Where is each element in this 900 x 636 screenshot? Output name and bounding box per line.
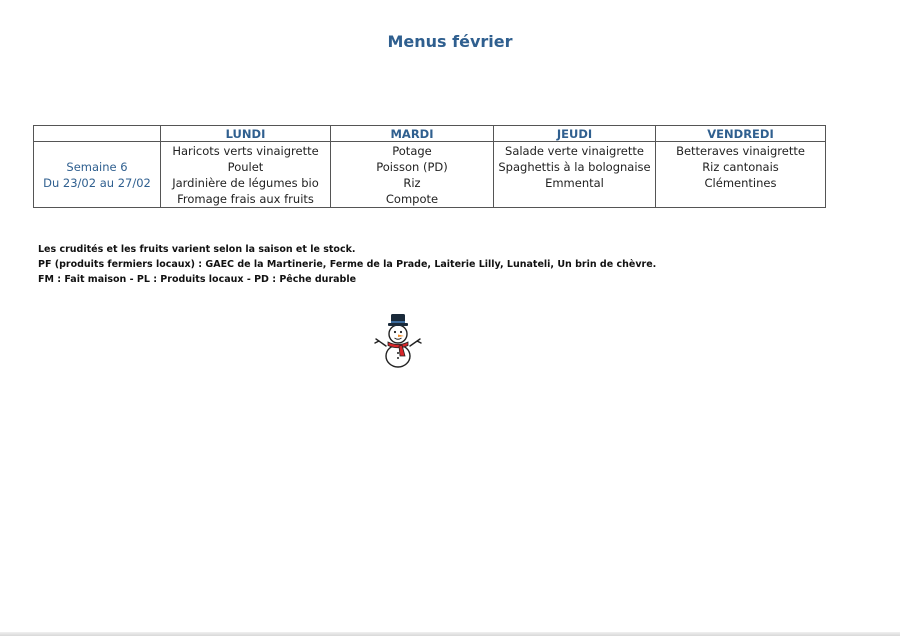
menu-item: Potage [392,144,432,158]
note-local-farms: PF (produits fermiers locaux) : GAEC de la Martinerie, Ferme de la Prade, Laiterie Lilly, Lunateli, Un brin de chèvre. [38,259,657,270]
header-empty [34,126,161,142]
mardi-cell [331,142,494,208]
snowman-icon [372,312,424,372]
menu-item: Salade verte vinaigrette [505,144,644,158]
jeudi-cell [494,142,656,208]
menu-item: Clémentines [704,176,777,190]
header-mardi: MARDI [331,126,494,142]
menu-item: Poulet [227,160,264,174]
menu-table [33,125,826,208]
page-edge [0,632,900,636]
menu-item: Compote [385,192,439,206]
menu-item: Riz [403,176,421,190]
menu-item: Emmental [545,176,604,190]
page-title: Menus février [387,32,513,51]
note-seasonal: Les crudités et les fruits varient selon la saison et le stock. [38,244,356,255]
menu-item: Poisson (PD) [376,160,448,174]
week-dates: Du 23/02 au 27/02 [43,176,151,190]
menu-item: Betteraves vinaigrette [676,144,805,158]
week-cell [34,142,161,208]
week-label: Semaine 6 [66,160,128,174]
header-jeudi: JEUDI [494,126,656,142]
menu-item: Jardinière de légumes bio [172,176,319,190]
header-vendredi: VENDREDI [656,126,826,142]
menu-item: Riz cantonais [702,160,779,174]
menu-item: Fromage frais aux fruits [177,192,314,206]
note-legend: FM : Fait maison - PL : Produits locaux - PD : Pêche durable [38,274,357,285]
menu-item: Spaghettis à la bolognaise [498,160,651,174]
lundi-cell [161,142,331,208]
menu-item: Haricots verts vinaigrette [172,144,319,158]
header-row [34,126,826,142]
table-row [34,142,826,208]
header-lundi: LUNDI [161,126,331,142]
notes-block [38,242,656,287]
vendredi-cell [656,142,826,208]
